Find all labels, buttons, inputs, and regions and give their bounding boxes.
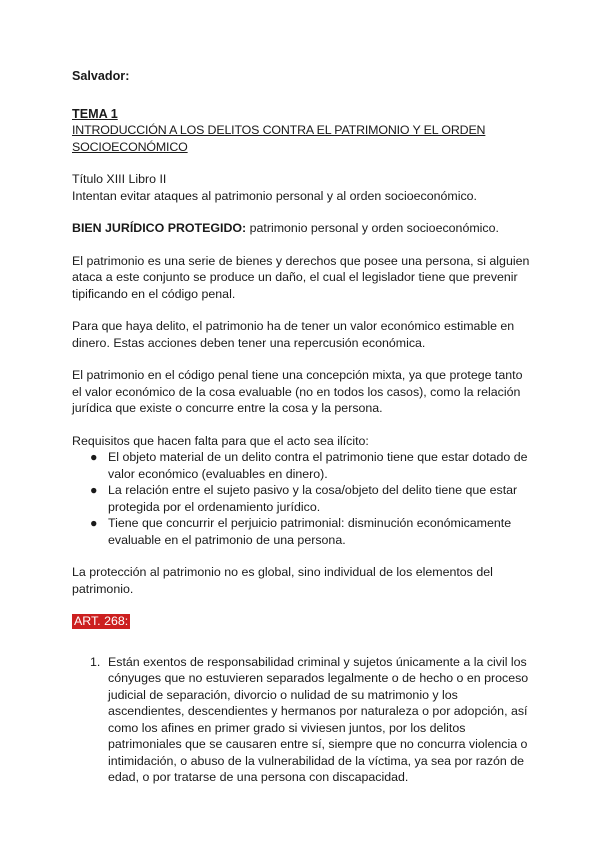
paragraph-concepcion-mixta: El patrimonio en el código penal tiene una concepción mixta, ya que protege tanto el valor económico de la cosa evaluable (no en todos los casos), como la relación jurídica que existe o concurre entre la cosa y la persona. — [72, 368, 523, 415]
titulo-line: Título XIII Libro II — [72, 172, 167, 186]
requisito-text: El objeto material de un delito contra el patrimonio tiene que estar dotado de valor económico (evaluables en dinero). — [108, 450, 528, 481]
bien-juridico-label: BIEN JURÍDICO PROTEGIDO: — [72, 221, 247, 235]
requisito-text: Tiene que concurrir el perjuicio patrimonial: disminución económicamente evaluable en el patrimonio de una persona. — [108, 516, 512, 547]
paragraph-patrimonio-definicion: El patrimonio es una serie de bienes y derechos que posee una persona, si alguien ataca a este conjunto se produce un daño, el cual el legislador tiene que prevenir tipificando en el código penal. — [72, 253, 530, 301]
tema-title: TEMA 1 — [72, 106, 118, 121]
list-item — [72, 654, 532, 786]
item-number: 1. — [90, 654, 101, 669]
bien-juridico-text: patrimonio personal y orden socioeconómico. — [246, 221, 499, 235]
article-heading — [72, 613, 532, 630]
article-items — [72, 654, 532, 786]
author-name: Salvador: — [72, 69, 130, 83]
bien-juridico — [72, 220, 532, 237]
paragraph-valor-economico: Para que haya delito, el patrimonio ha de tener un valor económico estimable en dinero. Estas acciones deben tener una repercusión económica. — [72, 319, 515, 350]
bullet-icon: ● — [90, 450, 98, 464]
requisitos-intro: Requisitos que hacen falta para que el acto sea ilícito: — [72, 433, 369, 448]
bullet-icon: ● — [90, 516, 98, 530]
list-item — [72, 449, 532, 482]
titulo-description: Intentan evitar ataques al patrimonio personal y al orden socioeconómico. — [72, 188, 478, 203]
document-page — [72, 68, 532, 786]
bullet-icon: ● — [90, 483, 98, 497]
paragraph-proteccion: La protección al patrimonio no es global, sino individual de los elementos del patrimonio. — [72, 565, 493, 596]
list-item — [72, 482, 532, 515]
article-item-text: Están exentos de responsabilidad criminal y sujetos únicamente a la civil los cónyuges que no estuvieren separados legalmente o de hecho o en proceso judicial de separación, divorcio o nulidad de su matrimonio y los ascendientes, descendientes y hermanos por naturaleza o por adopción, así como los afines en primer grado si viviesen juntos, por los delitos patrimoniales que se causaren entre sí, siempre que no concurra violencia o intimidación, o abuso de la vulnerabilidad de la víctima, ya sea por razón de edad, o por tratarse de una persona con discapacidad. — [108, 654, 529, 784]
article-badge: ART. 268: — [74, 614, 129, 628]
requisitos-list — [72, 449, 532, 548]
tema-subtitle-line1: INTRODUCCIÓN A LOS DELITOS CONTRA EL PATRIMONIO Y EL ORDEN — [72, 123, 486, 137]
requisito-text: La relación entre el sujeto pasivo y la cosa/objeto del delito tiene que estar protegida por el ordenamiento jurídico. — [108, 483, 518, 514]
tema-subtitle-line2: SOCIOECONÓMICO — [72, 139, 188, 154]
list-item — [72, 515, 532, 548]
